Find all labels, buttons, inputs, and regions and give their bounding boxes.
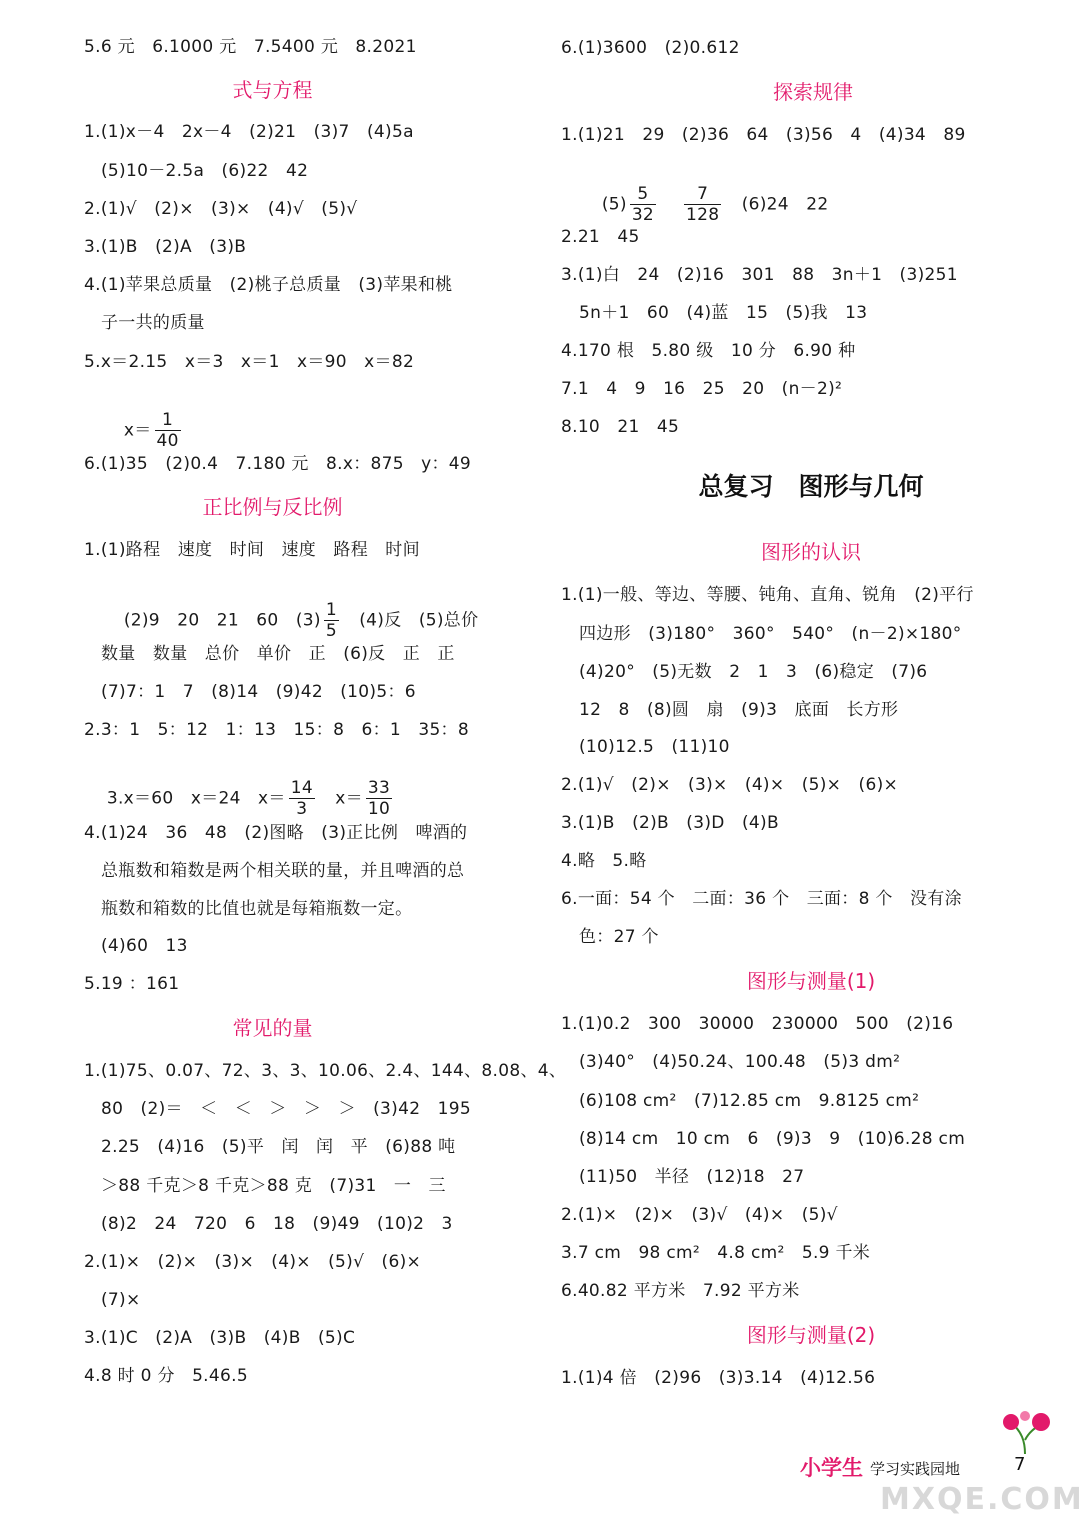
answer-line: 7.1 4 9 16 25 20 (n－2)²: [561, 379, 843, 399]
denominator: 128: [686, 205, 720, 225]
answer-line: (8)14 cm 10 cm 6 (9)3 9 (10)6.28 cm: [579, 1129, 966, 1149]
section-title-shapes: 图形的认识: [761, 540, 861, 564]
numerator: 7: [684, 184, 721, 205]
answer-line: (4)20° (5)无数 2 1 3 (6)稳定 (7)6: [579, 662, 928, 682]
answer-line: (8)2 24 720 6 18 (9)49 (10)2 3: [101, 1214, 453, 1234]
fraction: [324, 600, 339, 641]
answer-line: 四边形 (3)180° 360° 540° (n－2)×180°: [579, 624, 962, 644]
page-number: 7: [1014, 1454, 1026, 1475]
answer-line: 3.(1)C (2)A (3)B (4)B (5)C: [84, 1328, 356, 1348]
fraction: [630, 184, 656, 225]
brand-name: 小学生: [800, 1456, 863, 1480]
answer-line: 3.(1)B (2)B (3)D (4)B: [561, 813, 779, 833]
section-title-equations: 式与方程: [232, 78, 313, 102]
answer-line: 3.7 cm 98 cm² 4.8 cm² 5.9 千米: [561, 1243, 871, 1263]
brand-subtitle: 学习实践园地: [870, 1460, 961, 1478]
answer-line: 6.40.82 平方米 7.92 平方米: [561, 1281, 800, 1301]
answer-line: 子一共的质量: [101, 313, 205, 333]
numerator: 1: [155, 410, 181, 431]
answer-line: 2.(1)× (2)× (3)√ (4)× (5)√: [561, 1205, 838, 1225]
answer-line: 4.8 时 0 分 5.46.5: [84, 1366, 248, 1386]
numerator: 14: [290, 778, 313, 798]
denominator: 32: [631, 205, 655, 225]
answer-line: 色：27 个: [579, 927, 659, 947]
answer-line: 2.3：1 5：12 1：13 15：8 6：1 35：8: [84, 720, 469, 740]
answer-line: 6.一面：54 个 二面：36 个 三面：8 个 没有涂: [561, 889, 962, 909]
answer-line: 1.(1)0.2 300 30000 230000 500 (2)16: [561, 1014, 954, 1034]
answer-line: 1.(1)一般、等边、等腰、钝角、直角、锐角 (2)平行: [561, 585, 974, 605]
numerator: 5: [630, 184, 656, 205]
answer-line: 6.(1)3600 (2)0.612: [561, 38, 740, 58]
answer-line: 4.(1)24 36 48 (2)图略 (3)正比例 啤酒的: [84, 823, 468, 843]
answer-line: 3.(1)B (2)A (3)B: [84, 237, 247, 257]
answer-line: (7)7：1 7 (8)14 (9)42 (10)5：6: [101, 682, 416, 702]
section-title-patterns: 探索规律: [773, 80, 853, 104]
answer-line: (6)108 cm² (7)12.85 cm 9.8125 cm²: [579, 1091, 920, 1111]
answer-line: 2.(1)√ (2)× (3)× (4)√ (5)√: [84, 199, 358, 219]
answer-line: 2.(1)√ (2)× (3)× (4)× (5)× (6)×: [561, 775, 899, 795]
answer-line: 2.21 45: [561, 227, 640, 247]
answer-line: (7)×: [101, 1290, 141, 1310]
answer-line: 80 (2)＝ ＜ ＜ ＞ ＞ ＞ (3)42 195: [101, 1099, 471, 1119]
text: (6)24 22: [724, 194, 829, 215]
answer-line: (5)10－2.5a (6)22 42: [101, 161, 309, 181]
answer-line: 5n＋1 60 (4)蓝 15 (5)我 13: [579, 303, 868, 323]
section-title-proportion: 正比例与反比例: [202, 495, 343, 519]
fraction: [684, 184, 721, 225]
text: (4)反 (5)总价: [341, 610, 479, 631]
fraction: [289, 778, 315, 819]
fraction: [366, 778, 392, 819]
answer-line: 总瓶数和箱数是两个相关联的量，并且啤酒的总: [101, 861, 465, 881]
answer-line: (10)12.5 (11)10: [579, 737, 730, 757]
answer-line: (4)60 13: [101, 936, 188, 956]
numerator: 33: [367, 778, 391, 798]
answer-line: 1.(1)x－4 2x－4 (2)21 (3)7 (4)5a: [84, 122, 414, 142]
answer-line: 1.(1)75、0.07、72、3、3、10.06、2.4、144、8.08、4、: [84, 1061, 567, 1081]
footer-brand: [800, 1446, 1080, 1486]
section-title-measurement-1: 图形与测量(1): [746, 969, 876, 993]
denominator: 5: [325, 621, 337, 641]
answer-line: 3.(1)白 24 (2)16 301 88 3n＋1 (3)251: [561, 265, 958, 285]
answer-line: 6.(1)35 (2)0.4 7.180 元 8.x：875 y：49: [84, 454, 472, 474]
numerator: 1: [325, 600, 337, 620]
answer-line: 8.10 21 45: [561, 417, 680, 437]
answer-line: 2.(1)× (2)× (3)× (4)× (5)√ (6)×: [84, 1252, 422, 1272]
watermark: MXQE.COM: [880, 1482, 1084, 1517]
answer-line: 5.x＝2.15 x＝3 x＝1 x＝90 x＝82: [84, 352, 415, 372]
answer-line: 数量 数量 总价 单价 正 (6)反 正 正: [101, 644, 455, 664]
answer-line: 瓶数和箱数的比值也就是每箱瓶数一定。: [101, 899, 413, 919]
text: x＝: [123, 420, 152, 441]
fraction: [155, 410, 181, 451]
answer-line: (3)40° (4)50.24、100.48 (5)3 dm²: [579, 1052, 901, 1072]
answer-line: 5.6 元 6.1000 元 7.5400 元 8.2021: [84, 37, 417, 57]
text: (2)9 20 21 60 (3): [123, 610, 321, 631]
answer-line: 1.(1)路程 速度 时间 速度 路程 时间: [84, 540, 420, 560]
answer-line: 12 8 (8)圆 扇 (9)3 底面 长方形: [579, 700, 899, 720]
answer-line: ＞88 千克＞8 千克＞88 克 (7)31 一 三: [101, 1176, 446, 1196]
section-title-quantities: 常见的量: [232, 1016, 313, 1040]
text: 3.x＝60 x＝24 x＝: [106, 788, 286, 809]
section-title-measurement-2: 图形与测量(2): [746, 1323, 876, 1347]
answer-line: 1.(1)21 29 (2)36 64 (3)56 4 (4)34 89: [561, 125, 966, 145]
denominator: 10: [367, 799, 391, 819]
answer-line: 2.25 (4)16 (5)平 闰 闰 平 (6)88 吨: [101, 1137, 456, 1157]
answer-line: 5.19 ：161: [84, 974, 180, 994]
denominator: 3: [296, 799, 308, 819]
denominator: 40: [156, 431, 179, 451]
text: (5): [601, 194, 627, 215]
answer-line: 4.(1)苹果总质量 (2)桃子总质量 (3)苹果和桃: [84, 275, 453, 295]
answer-line: 1.(1)4 倍 (2)96 (3)3.14 (4)12.56: [561, 1368, 876, 1388]
answer-line: 4.170 根 5.80 级 10 分 6.90 种: [561, 341, 856, 361]
chapter-title: 总复习 图形与几何: [698, 472, 924, 501]
answer-line: (11)50 半径 (12)18 27: [579, 1167, 805, 1187]
answer-line: 4.略 5.略: [561, 851, 647, 871]
flower-icon: [995, 1410, 1055, 1454]
text: x＝: [317, 788, 363, 809]
